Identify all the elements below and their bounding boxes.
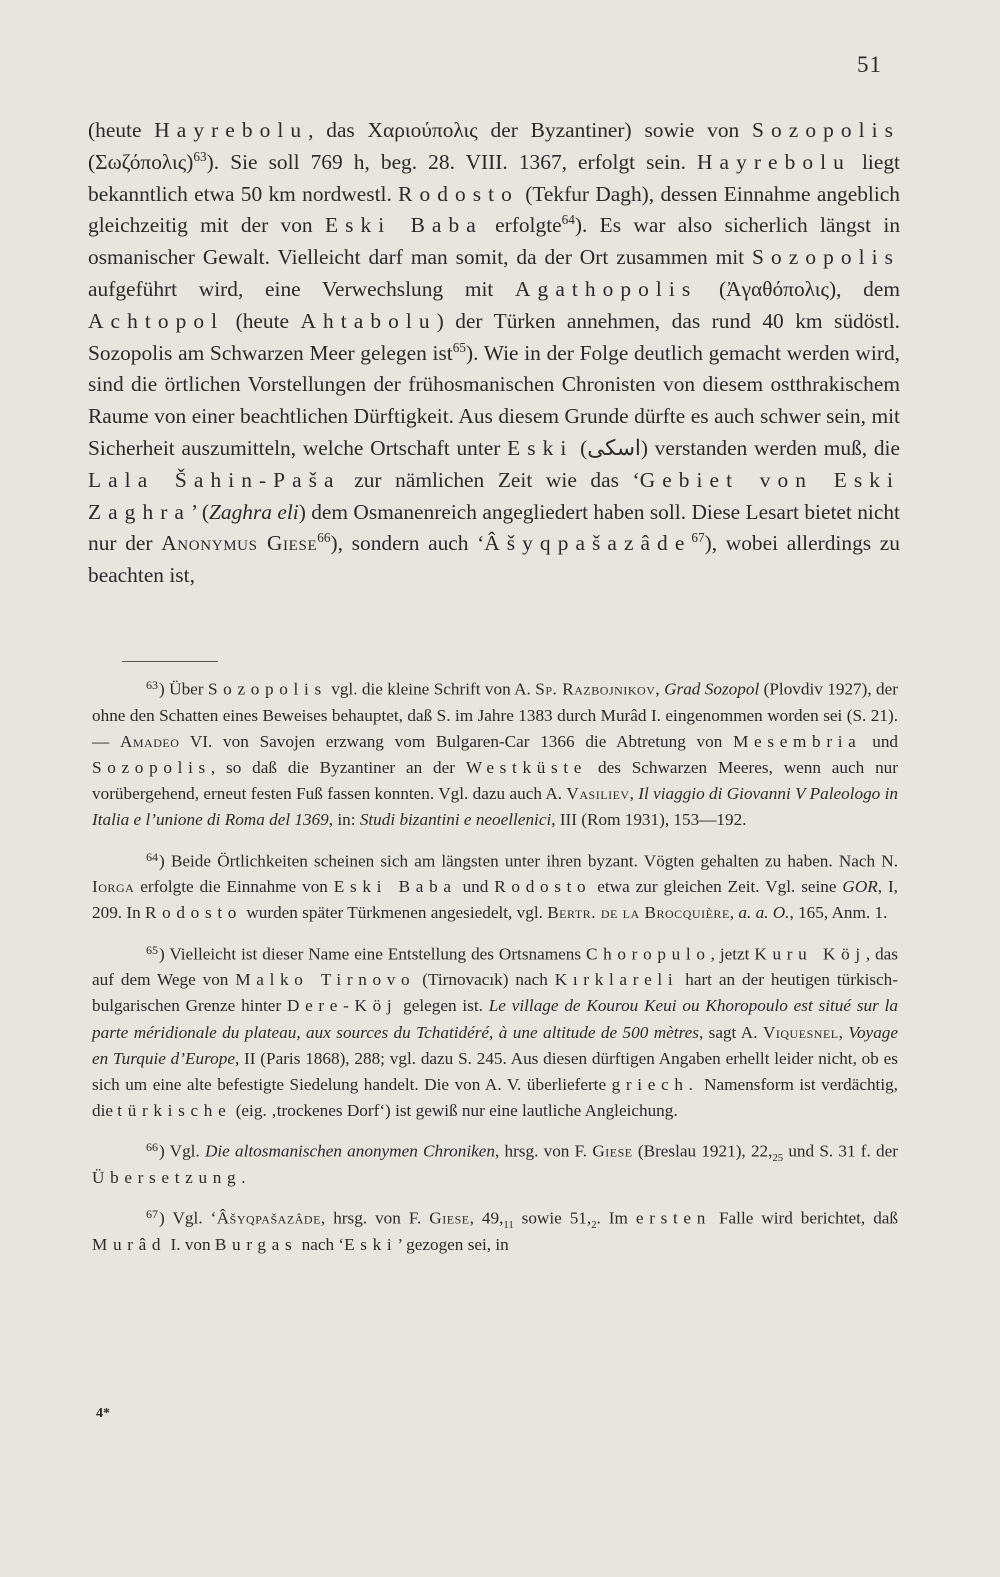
text-run: ) der Türken annehmen, das rund 40 km südöstl. Sozopolis am Schwarzen Meer gelegen ist <box>88 308 900 365</box>
text-run: sowie 51, <box>513 1208 592 1228</box>
text-run: , II (Paris 1868), 288; vgl. dazu S. 245. Aus diesen dürftigen Angaben erhellt leider nicht, ob es sich um eine alte befestigte Siedelung handelt. Die von A. V. überlieferte <box>92 1048 898 1095</box>
text-run: ’ ( <box>190 499 209 524</box>
text-run-i: Die altosmanischen anonymen Chroniken <box>204 1141 495 1161</box>
text-run-i: Voyage en Turquie d’Europe <box>92 1022 899 1068</box>
text-run: VI. von Savojen erzwang vom Bulgaren-Car 1366 die Abtretung von <box>179 731 734 751</box>
text-run: , <box>629 784 639 804</box>
text-run: , III (Rom 1931), 153—192. <box>551 810 747 830</box>
text-run: zur nämlichen Zeit wie das ‘ <box>340 467 640 492</box>
text-run: , I, 209. In <box>92 877 898 923</box>
text-run-sp: Ahtabolu <box>300 308 437 333</box>
text-run-sub: 2 <box>591 1220 597 1232</box>
footnote-ref: 67 <box>691 530 705 546</box>
footnote-number: 65 <box>146 942 159 957</box>
text-run-sp: Malko Tirnovo <box>235 970 416 990</box>
text-run-sp: Westküste <box>465 758 588 778</box>
text-run: Vielleicht ist dieser Name eine Entstellung des Ortsnamens <box>169 944 586 964</box>
footnote-ref: 65 <box>452 339 466 355</box>
text-run-sp: türkische <box>117 1101 232 1121</box>
text-run: Vgl. <box>169 1141 205 1161</box>
text-run: , 165, Anm. 1. <box>789 903 888 923</box>
text-run: (eig. ‚trockenes Dorf‘) ist gewiß nur eine lautliche Angleichung. <box>231 1101 678 1121</box>
text-run: ). Sie soll 769 h, beg. 28. VIII. 1367, erfolgt sein. <box>206 149 698 174</box>
text-run: . Im <box>596 1208 636 1228</box>
text-run: wurden später Türkmenen angesiedelt, vgl. <box>242 903 548 923</box>
text-run-sp: Agathopolis <box>515 276 698 301</box>
text-run: (Tekfur Dagh), dessen Einnahme angeblich gleichzeitig mit der von <box>88 181 900 238</box>
text-run-sp: Choropulo <box>585 944 711 964</box>
text-run: Vgl. <box>172 1208 211 1228</box>
text-run: des Schwarzen Meeres, wenn auch nur vorübergehend, erneut festen Fuß fassen konnten. Vgl. dazu auch A. <box>92 758 898 804</box>
text-run-sp: Hayrebolu <box>154 118 309 142</box>
footnote-separator <box>122 661 218 662</box>
text-run-i: Grad Sozopol <box>664 679 760 699</box>
text-run-sp: Kırklareli <box>554 970 679 990</box>
text-run-i: Studi bizantini e neoellenici <box>359 810 552 830</box>
text-run: (Σωζόπολις) <box>88 149 194 174</box>
signature-mark: 4* <box>96 1406 110 1421</box>
text-run: etwa zur gleichen Zeit. Vgl. seine <box>591 877 843 897</box>
text-run: Über <box>169 679 208 699</box>
text-run-sp: Übersetzung <box>92 1168 242 1188</box>
text-run-i: GOR <box>842 877 878 897</box>
text-run: und S. 31 f. der <box>783 1141 899 1161</box>
footnote-number: 66 <box>146 1140 159 1155</box>
text-run: , hrsg. von F. <box>494 1141 593 1161</box>
text-run-sp: Burgas <box>214 1234 298 1254</box>
footnote-number: 64 <box>146 849 159 864</box>
text-run: erfolgte <box>482 213 562 238</box>
text-run: aufgeführt wird, eine Verwechslung mit <box>88 276 516 301</box>
text-run: , das auf dem Wege von <box>92 944 899 990</box>
text-run-sp: Sozopolis <box>752 245 900 270</box>
text-run-sc: Anonymus Giese <box>161 531 318 556</box>
text-run: (heute <box>224 308 301 333</box>
footnote-ref: 66 <box>317 530 331 546</box>
text-run: Beide Örtlichkeiten scheinen sich am längsten unter ihren byzant. Vögten gehalten zu haben. Nach N. <box>170 851 898 871</box>
text-run-sp: Rodosto <box>494 877 592 897</box>
text-run-sp: Lala Šahin-Paša <box>88 467 341 492</box>
text-run: , so daß die Byzantiner an der <box>210 758 466 778</box>
text-run: und <box>456 877 495 897</box>
text-run: ). Wie in der Folge deutlich gemacht werden wird, sind die örtlichen Vorstellungen der frühosmanischen Chronisten von diesem ostthrakischem Raume von einer beachtlichen Dürftigkeit. Aus diesem Grunde dürfte es auch schwer sein, mit Sicherheit auszumitteln, welche Ortschaft unter <box>88 340 900 460</box>
text-run-sp: Eski <box>344 1234 398 1254</box>
text-run-sp: Sozopolis <box>207 679 327 699</box>
footnotes <box>92 672 898 1268</box>
text-run: gelegen ist. <box>397 996 489 1016</box>
text-run: , hrsg. von F. <box>320 1208 430 1228</box>
text-run: (Ἀγαθόπολις), dem <box>697 276 900 301</box>
text-run-sp: Achtopol <box>88 308 225 333</box>
text-run-sc: ‘Âšyqpašazâde <box>210 1208 321 1228</box>
text-run: ), wobei allerdings zu beachten ist, <box>88 531 900 588</box>
main-text <box>88 115 900 592</box>
text-run: , <box>655 679 665 699</box>
text-run-sc: Vasiliev <box>566 784 630 804</box>
text-run-sp: Rodosto <box>145 903 243 923</box>
text-run-sc: Sp. Razbojnikov <box>535 679 656 699</box>
main-paragraph <box>88 115 900 592</box>
text-run-sp: Gebiet von Eski Zaghra <box>88 467 900 524</box>
text-run: I. von <box>166 1234 215 1254</box>
text-run-sp: Eski Baba <box>333 877 457 897</box>
text-run: , jetzt <box>710 944 755 964</box>
footnote-64: $^{64}$) Beide Örtlichkeiten scheinen sich am längsten unter ihren byzant. Vögten gehalten zu haben. Nach N. Iorga erfolgte die Einnahme von Eski Baba und Rodosto etwa zur gleichen Zeit. Vgl. seine GOR, I, 209. In Rodosto wurden später Türkmenen angesiedelt, vgl. Bertr. de la Brocquière, a. a. O., 165, Anm. 1. <box>92 849 898 923</box>
text-run-sp: Dere-Köj <box>286 996 398 1016</box>
text-run-i: Le village de Kourou Keui ou Khoropoulo est situé sur la parte méridionale du plateau, aux sources du Tchatidéré, à une altitude de 500 mètres <box>92 996 898 1042</box>
text-run: ), sondern auch ‘ <box>330 531 485 556</box>
footnote-number: 63 <box>146 678 159 692</box>
text-run-i: Il viaggio di Giovanni V Paleologo in Italia e l’unione di Roma del 1369 <box>92 784 898 830</box>
text-run: ). Es war also sicherlich längst in osmanischer Gewalt. Vielleicht darf man somit, da der Ort zusammen mit <box>88 213 901 270</box>
text-run: liegt bekanntlich etwa 50 km nordwestl. <box>88 149 900 206</box>
text-run-sp: Eski <box>507 435 574 460</box>
text-run: ’ gezogen sei, in <box>397 1234 509 1254</box>
text-run-sp: Rodosto <box>398 181 519 206</box>
text-run: hart an der heutigen türkisch-bulgarischen Grenze hinter <box>92 970 898 1016</box>
text-run-sc: Iorga <box>92 877 135 897</box>
footnote-number: 67 <box>146 1207 159 1222</box>
text-run-sp: Eski Baba <box>324 213 483 238</box>
text-run: , in: <box>328 810 360 830</box>
text-run-i: a. a. O. <box>738 903 790 923</box>
text-run: , <box>729 903 739 923</box>
text-run-sp: Sozopolis <box>752 118 900 142</box>
text-run: nach ‘ <box>297 1234 345 1254</box>
text-run-i: Zaghra eli <box>208 499 299 524</box>
text-run: und <box>861 731 899 751</box>
text-run-sc: Bertr. de la Brocquière <box>547 903 730 923</box>
footnote-67: $^{67}$) Vgl. ‘Âšyqpašazâde, hrsg. von F. Giese, $49,_{11}$ sowie $51,_2$. Im ersten Falle wird berichtet, daß Murâd I. von Burgas nach ‘Eski’ gezogen sei, in <box>92 1207 899 1254</box>
text-run: Namensform ist verdächtig, die <box>92 1075 898 1121</box>
text-run: , sagt A. <box>698 1022 763 1042</box>
text-run: , <box>838 1022 849 1042</box>
text-run: . <box>241 1168 246 1188</box>
text-run-sc: Amadeo <box>119 731 180 751</box>
text-run: , 49, <box>469 1208 504 1228</box>
text-run-sc: Viquesnel <box>762 1022 839 1042</box>
text-run-sc: Giese <box>592 1141 633 1161</box>
text-run: (Tirnovacık) nach <box>415 970 555 990</box>
text-run: vgl. die kleine Schrift von A. <box>326 679 536 699</box>
text-run: (heute <box>88 118 155 142</box>
footnote-ref: 64 <box>561 212 575 228</box>
footnote-ref: 63 <box>193 148 207 164</box>
text-run-sp: Murâd <box>92 1234 167 1254</box>
text-run: Falle wird berichtet, daß <box>711 1208 899 1228</box>
text-run: (Plovdiv 1927), der ohne den Schatten eines Beweises behauptet, daß S. im Jahre 1383 durch Murâd I. eingenommen worden sei (S. 21). — <box>92 679 898 751</box>
text-run-sp: griech. <box>611 1075 699 1095</box>
text-run-sp: Âšyqpašazâde <box>484 531 692 556</box>
text-run-sp: Mesembria <box>733 731 862 751</box>
text-run-sp: Sozopolis <box>92 758 211 778</box>
text-run-sp: Hayrebolu <box>697 149 851 174</box>
text-run: (Breslau 1921), 22, <box>632 1141 773 1161</box>
text-run-sub: 25 <box>772 1153 784 1165</box>
text-run: , das Χαριούπολις der Byzantiner) sowie von <box>308 118 753 142</box>
text-run-sc: Giese <box>429 1208 470 1228</box>
text-run-sub: 11 <box>503 1220 514 1232</box>
text-run-sp: Kuru Köj <box>754 944 866 964</box>
page-number: 51 <box>857 52 882 77</box>
text-run: ) dem Osmanenreich angegliedert haben soll. Diese Lesart bietet nicht nur der <box>88 499 900 556</box>
footnote-65: $^{65}$) Vielleicht ist dieser Name eine Entstellung des Ortsnamens Choropulo, jetzt Kuru Köj, das auf dem Wege von Malko Tirnovo (Tirnovacık) nach Kırklareli hart an der heutigen türkisch-bulgarischen Grenze hinter Dere-Köj gelegen ist. Le village de Kourou Keui ou Khoropoulo est situé sur la parte méridionale du plateau, aux sources du Tchatidéré, à une altitude de 500 mètres, sagt A. Viquesnel, Voyage en Turquie d’Europe, II (Paris 1868), 288; vgl. dazu S. 245. Aus diesen dürftigen Angaben erhellt leider nicht, ob es sich um eine alte befestigte Siedelung handelt. Die von A. V. überlieferte griech. Namensform ist verdächtig, die türkische (eig. ‚trockenes Dorf‘) ist gewiß nur eine lautliche Angleichung. <box>92 942 899 1121</box>
footnote-66: $^{66}$) Vgl. Die altosmanischen anonymen Chroniken, hrsg. von F. Giese (Breslau 1921), $22,_{25}$ und S. 31 f. der Übersetzung. <box>92 1140 899 1188</box>
footnote-63: $^{63}$) Über Sozopolis vgl. die kleine Schrift von A. Sp. Razbojnikov, Grad Sozopol (Plovdiv 1927), der ohne den Schatten eines Beweises behauptet, daß S. im Jahre 1383 durch Murâd I. eingenommen worden sei (S. 21). — Amadeo VI. von Savojen erzwang vom Bulgaren-Car 1366 die Abtretung von Mesembria und Sozopolis, so daß die Byzantiner an der Westküste des Schwarzen Meeres, wenn auch nur vorübergehend, erneut festen Fuß fassen konnten. Vgl. dazu auch A. Vasiliev, Il viaggio di Giovanni V Paleologo in Italia e l’unione di Roma del 1369, in: Studi bizantini e neoellenici, III (Rom 1931), 153—192. <box>92 678 899 830</box>
text-run: erfolgte die Einnahme von <box>134 877 334 897</box>
text-run: (اسكى) verstanden werden muß, die <box>573 435 900 460</box>
text-run-sp: ersten <box>635 1208 711 1228</box>
